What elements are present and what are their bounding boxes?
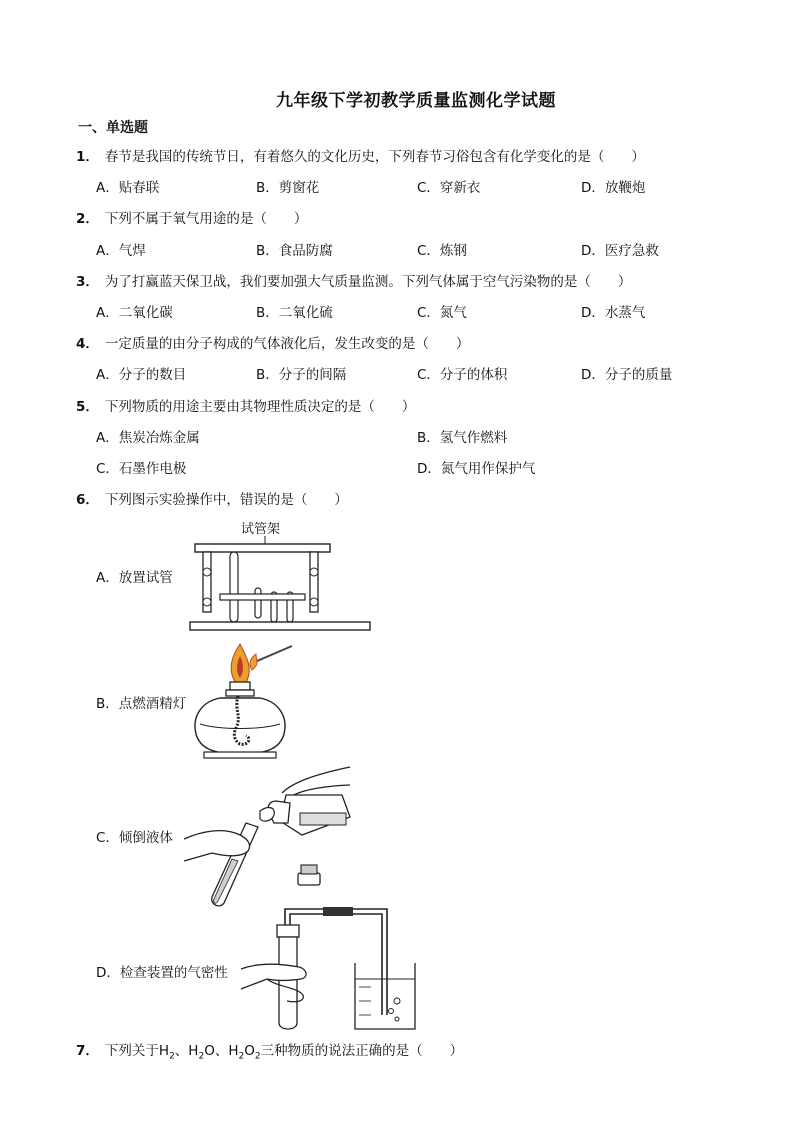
airtightness-check-icon [237,905,422,1033]
question-number: 2． [76,211,99,227]
subscript: 2 [238,1051,245,1062]
option-c: C．分子的体积 [417,367,508,383]
alcohol-lamp-icon [190,640,300,762]
question-1 [76,145,645,165]
question-6 [76,488,348,508]
question-5 [76,395,415,415]
option-b: B．食品防腐 [256,243,333,259]
section-heading: 一、单选题 [78,120,148,136]
question-number: 4． [76,336,99,352]
option-b: B．氢气作燃料 [417,430,508,446]
option-c: C．穿新衣 [417,180,481,196]
option-c: C．氮气 [417,305,467,321]
option-a: A．二氧化碳 [96,305,173,321]
subscript: 2 [254,1051,261,1062]
question-4 [76,332,469,352]
option-b: B．剪窗花 [256,180,320,196]
option-d: D．放鞭炮 [581,180,646,196]
question-number: 6． [76,492,99,508]
question-stem: 下列图示实验操作中，错误的是（ ） [104,492,348,508]
option-a: A．分子的数目 [96,367,187,383]
option-d: D．水蒸气 [581,305,646,321]
question-number: 5． [76,399,99,415]
question-stem-part: O [244,1043,255,1059]
option-b: B．分子的间隔 [256,367,347,383]
test-tube-rack-icon [185,536,375,632]
option-c: C．倾倒液体 [96,830,173,846]
question-number: 1． [76,149,99,165]
option-a: A．焦炭冶炼金属 [96,430,200,446]
option-d: D．分子的质量 [581,367,673,383]
question-3 [76,270,631,290]
option-c: C．炼钢 [417,243,467,259]
question-2 [76,207,307,227]
subscript: 2 [169,1051,175,1062]
option-b: B．点燃酒精灯 [96,696,187,712]
option-d: D．检查装置的气密性 [96,965,228,981]
question-stem: 一定质量的由分子构成的气体液化后，发生改变的是（ ） [104,336,470,352]
question-stem: 下列物质的用途主要由其物理性质决定的是（ ） [104,399,416,415]
question-stem: 春节是我国的传统节日，有着悠久的文化历史，下列春节习俗包含有化学变化的是（ ） [104,149,645,165]
rack-label: 试管架 [241,522,281,537]
question-stem-part: 、H [174,1043,199,1059]
question-stem-part: 三种物质的说法正确的是（ ） [260,1043,464,1059]
question-stem: 为了打赢蓝天保卫战，我们要加强大气质量监测。下列气体属于空气污染物的是（ ） [104,274,632,290]
option-a: A．贴春联 [96,180,160,196]
question-stem: 下列不属于氧气用途的是（ ） [104,211,308,227]
pouring-liquid-icon [182,765,357,907]
option-b: B．二氧化硫 [256,305,333,321]
question-stem-part: 下列关于H [104,1043,170,1059]
option-a: A．放置试管 [96,570,173,586]
question-number: 7． [76,1043,99,1059]
subscript: 2 [198,1051,205,1062]
question-7 [76,1039,463,1062]
question-number: 3． [76,274,99,290]
option-d: D．氮气用作保护气 [417,461,536,477]
question-stem-part: O、H [204,1043,239,1059]
option-a: A．气焊 [96,243,146,259]
option-d: D．医疗急救 [581,243,659,259]
page-title: 九年级下学初教学质量监测化学试题 [276,91,556,111]
option-c: C．石墨作电极 [96,461,187,477]
